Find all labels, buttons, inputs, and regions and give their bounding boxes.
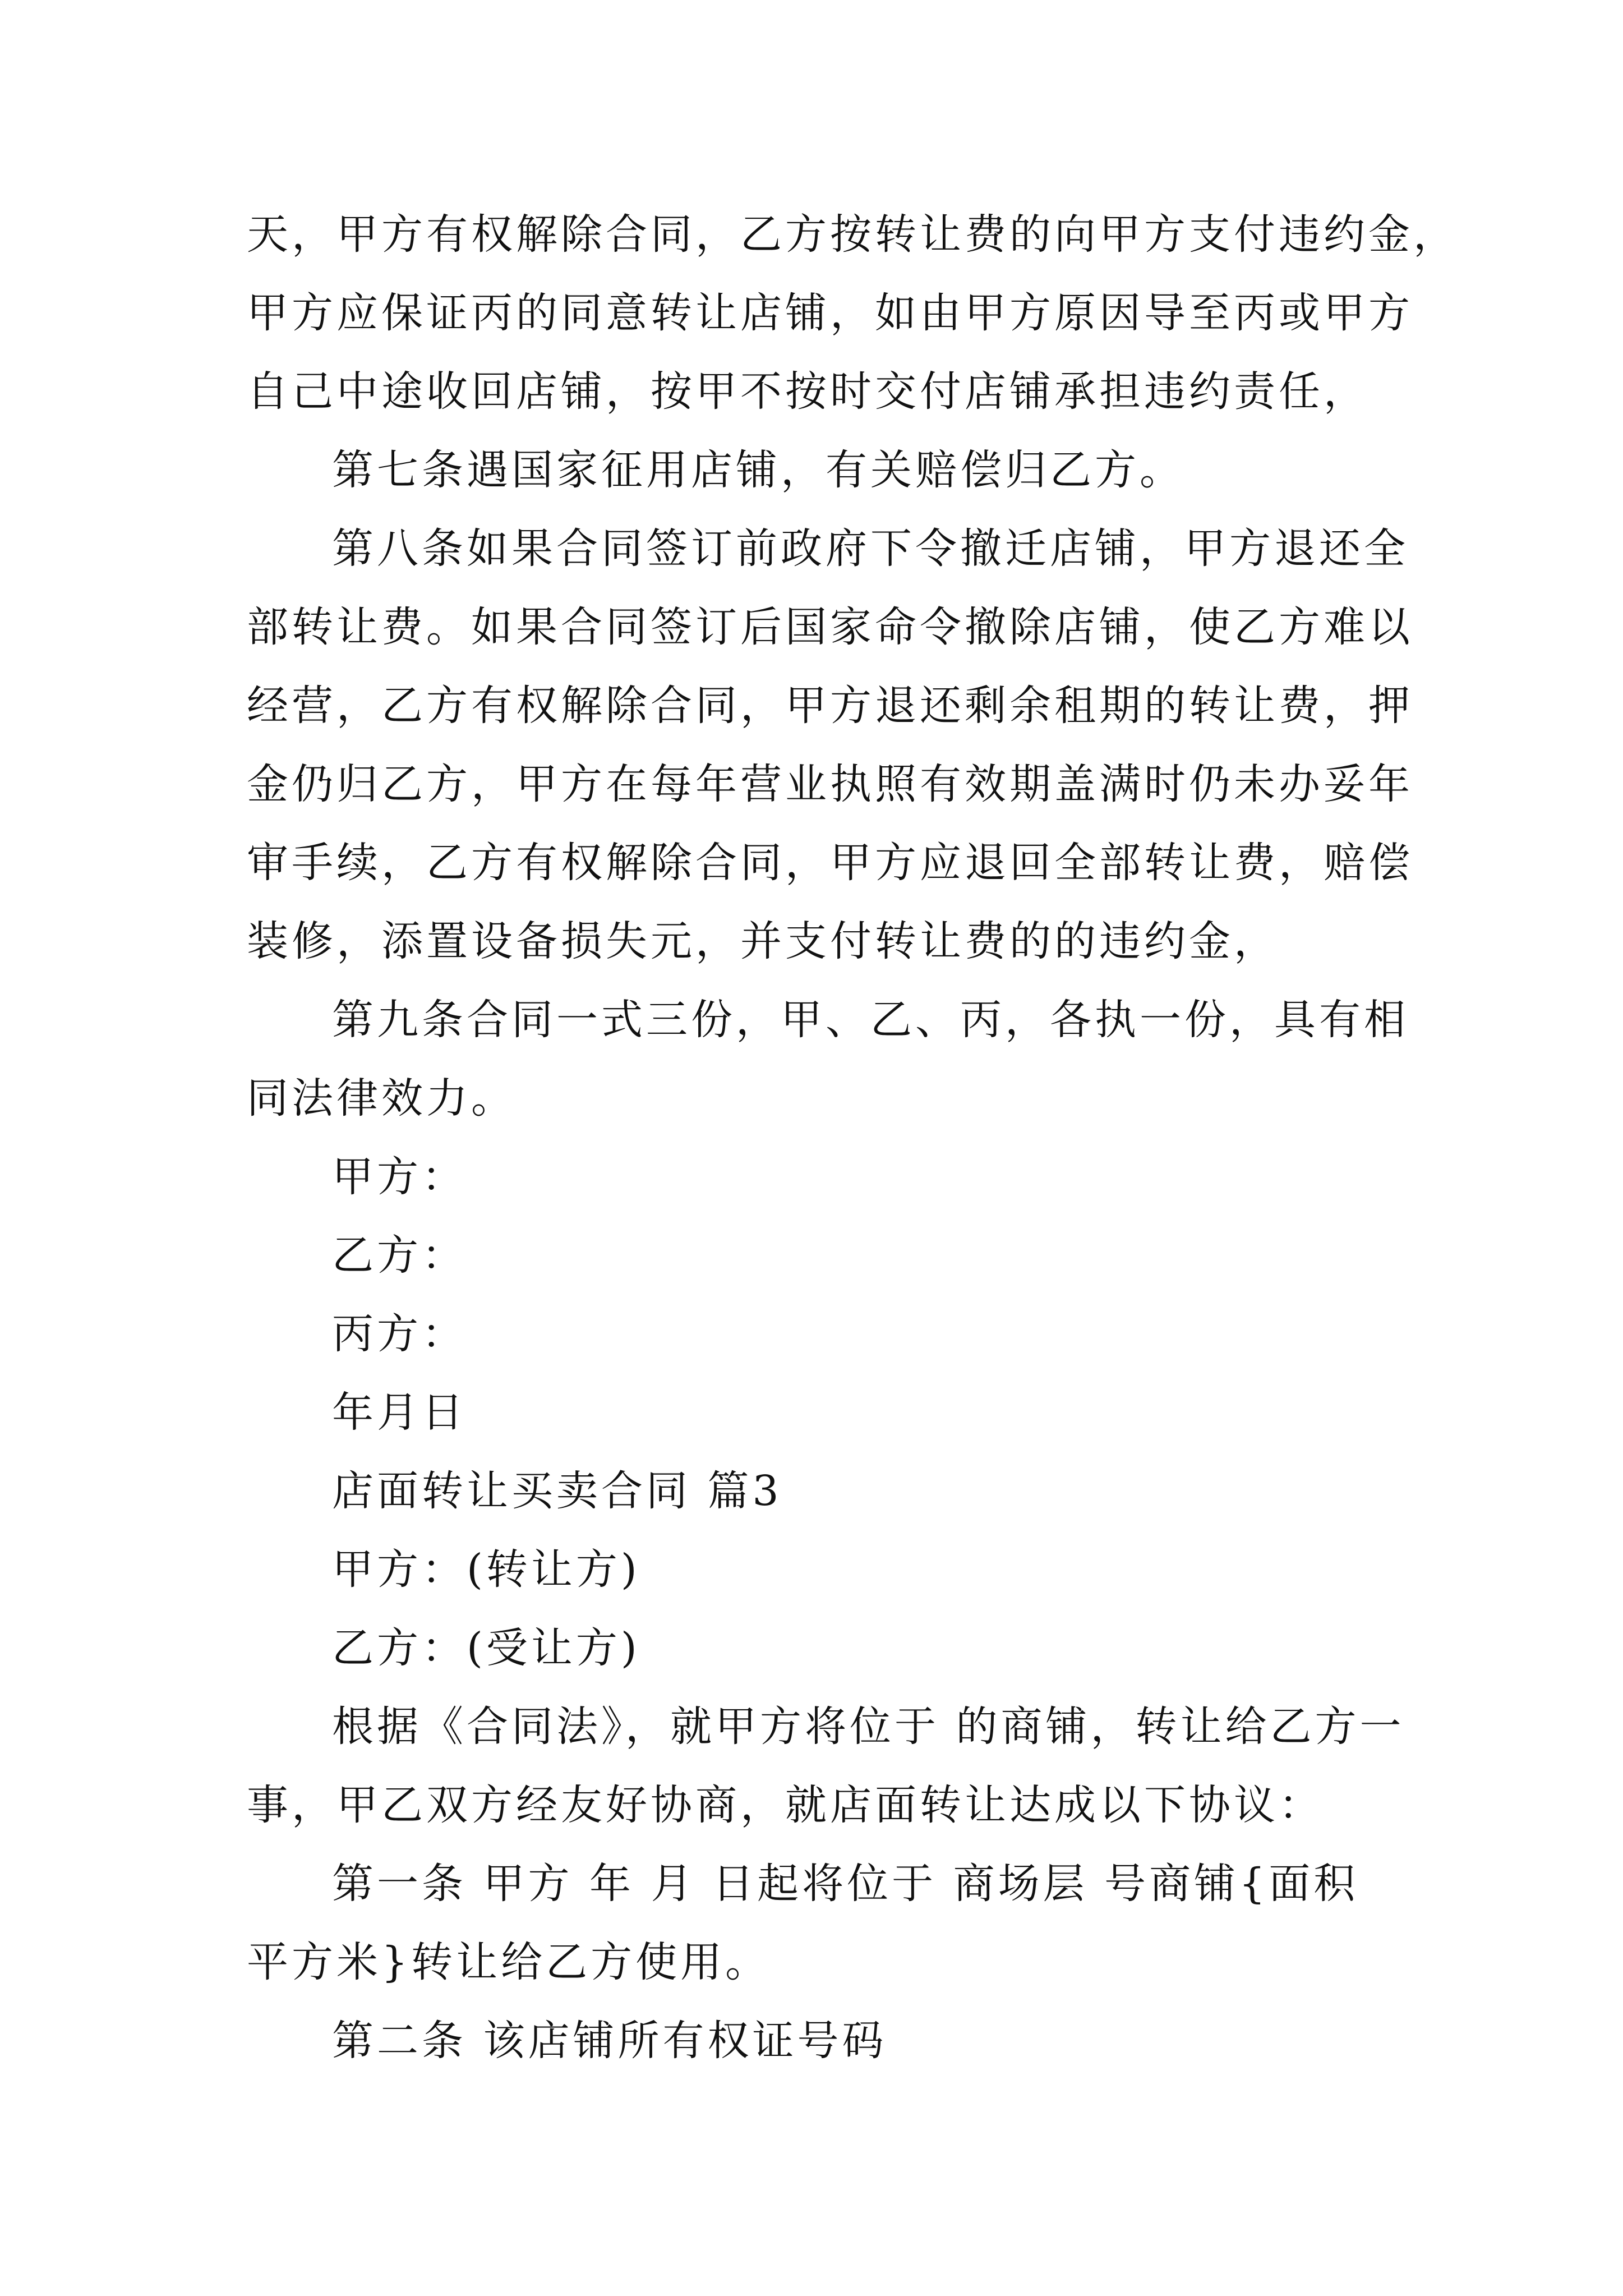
text-line: 装修，添置设备损失元，并支付转让费的的违约金，: [247, 917, 1279, 965]
text-line: 第七条遇国家征用店铺，有关赔偿归乙方。: [332, 446, 1184, 494]
paragraph-article-8: [247, 509, 1413, 981]
text-line: 店面转让买卖合同 篇3: [332, 1467, 782, 1515]
signature-party-b: [247, 1216, 1380, 1295]
text-line: 乙方：: [332, 1231, 467, 1280]
text-line: 年月日: [332, 1388, 467, 1437]
document-body: [247, 195, 1458, 2080]
text-line: 同法律效力。: [247, 1074, 516, 1122]
signature-party-a: [247, 1138, 1380, 1216]
party-b-transferee: [247, 1609, 1380, 1687]
text-line: 甲方：: [332, 1153, 467, 1201]
paragraph-article-2: [247, 2001, 1380, 2080]
text-line: 审手续，乙方有权解除合同，甲方应退回全部转让费，赔偿: [247, 839, 1413, 887]
text-line: 部转让费。如果合同签订后国家命令撤除店铺，使乙方难以: [247, 603, 1413, 651]
paragraph-preamble: [247, 1687, 1405, 1844]
signature-party-c: [247, 1295, 1380, 1373]
paragraph-article-7: [247, 431, 1380, 509]
text-line: 事，甲乙双方经友好协商，就店面转让达成以下协议：: [247, 1781, 1324, 1829]
paragraph-article-9: [247, 981, 1409, 1138]
text-line: 丙方：: [332, 1310, 467, 1358]
text-line: 第九条合同一式三份，甲、乙、丙，各执一份，具有相: [332, 996, 1409, 1044]
section-heading: [247, 1452, 1380, 1530]
text-line: 根据《合同法》，就甲方将位于 的商铺，转让给乙方一: [332, 1703, 1405, 1751]
paragraph-contract-termination: [247, 195, 1458, 431]
text-line: 自己中途收回店铺，按甲不按时交付店铺承担违约责任，: [247, 367, 1368, 416]
signature-date: [247, 1373, 1380, 1452]
text-line: 金仍归乙方，甲方在每年营业执照有效期盖满时仍未办妥年: [247, 760, 1413, 808]
text-line: 甲方：(转让方): [332, 1545, 640, 1594]
text-line: 天，甲方有权解除合同，乙方按转让费的向甲方支付违约金，: [247, 210, 1458, 259]
text-line: 甲方应保证丙的同意转让店铺，如由甲方原因导至丙或甲方: [247, 289, 1413, 337]
paragraph-article-1: [247, 1844, 1380, 2001]
text-line: 平方米}转让给乙方使用。: [247, 1938, 771, 1986]
text-line: 第二条 该店铺所有权证号码: [332, 2017, 887, 2065]
text-line: 乙方：(受让方): [332, 1624, 640, 1672]
party-a-transferor: [247, 1530, 1380, 1609]
text-line: 经营，乙方有权解除合同，甲方退还剩余租期的转让费，押: [247, 682, 1413, 730]
text-line: 第八条如果合同签订前政府下令撤迁店铺，甲方退还全: [332, 524, 1409, 573]
text-line: 第一条 甲方 年 月 日起将位于 商场层 号商铺{面积: [332, 1860, 1359, 1908]
